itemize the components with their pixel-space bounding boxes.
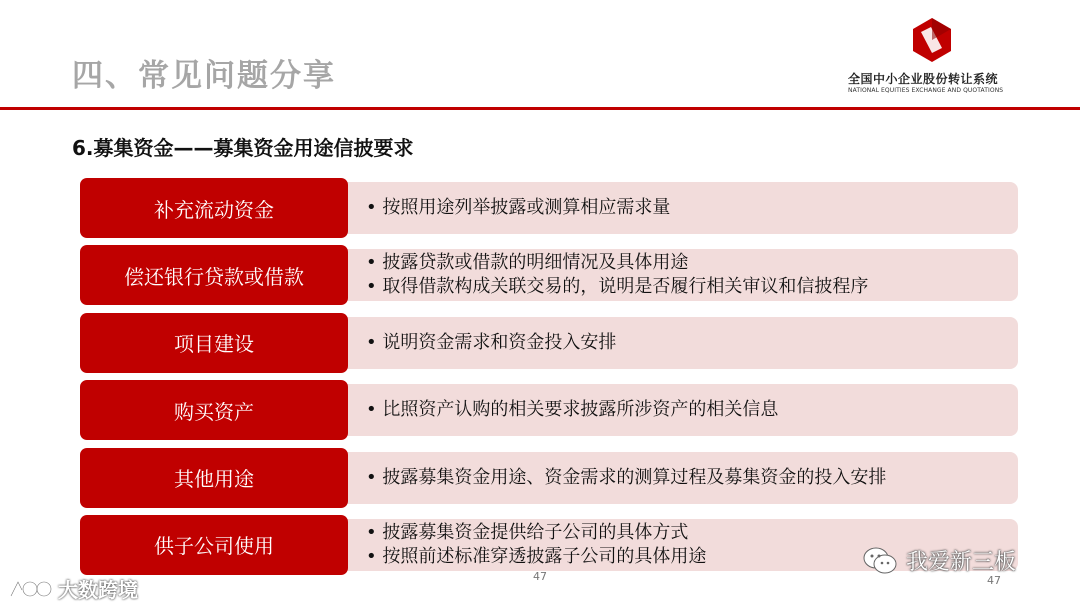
wechat-icon: [862, 546, 898, 576]
watermark-left: [8, 574, 138, 603]
slide-title: 四、常见问题分享: [72, 58, 336, 94]
header-divider: [0, 107, 1080, 110]
usage-row: [80, 313, 1018, 373]
usage-description: [330, 452, 1018, 504]
logo-name-cn: 全国中小企业股份转让系统: [848, 72, 999, 86]
section-subtitle: 6.募集资金——募集资金用途信披要求: [72, 136, 414, 160]
watermark-right: [862, 545, 1016, 576]
page-number: 47: [533, 570, 547, 583]
usage-row: [80, 380, 1018, 440]
usage-label: 偿还银行贷款或借款: [80, 245, 348, 305]
usage-label: 其他用途: [80, 448, 348, 508]
usage-description: [330, 384, 1018, 436]
usage-label: 项目建设: [80, 313, 348, 373]
usage-label: 供子公司使用: [80, 515, 348, 575]
usage-row: [80, 448, 1018, 508]
description-bullet: • 比照资产认购的相关要求披露所涉资产的相关信息: [366, 398, 1018, 422]
usage-row: [80, 178, 1018, 238]
usage-label: 补充流动资金: [80, 178, 348, 238]
usage-row: [80, 245, 1018, 305]
description-bullet: • 取得借款构成关联交易的，说明是否履行相关审议和信披程序: [366, 275, 1018, 299]
watermark-left-text: 大数跨境: [58, 578, 138, 602]
description-bullet: • 说明资金需求和资金投入安排: [366, 331, 1018, 355]
usage-requirements-list: [80, 178, 1018, 582]
usage-label: 购买资产: [80, 380, 348, 440]
description-bullet: • 按照前述标准穿透披露子公司的具体用途: [366, 545, 1018, 569]
dashu-kuajing-logo-icon: [8, 576, 52, 602]
usage-description: [330, 182, 1018, 234]
logo-name-en: NATIONAL EQUITIES EXCHANGE AND QUOTATIONS: [848, 87, 1004, 94]
usage-description: [330, 317, 1018, 369]
page-number-right: 47: [987, 574, 1001, 587]
neeq-logo: [848, 18, 1023, 96]
description-bullet: • 披露贷款或借款的明细情况及具体用途: [366, 251, 1018, 275]
watermark-right-text: 我爱新三板: [906, 550, 1017, 575]
description-bullet: • 披露募集资金用途、资金需求的测算过程及募集资金的投入安排: [366, 466, 1018, 490]
description-bullet: • 披露募集资金提供给子公司的具体方式: [366, 521, 1018, 545]
neeq-logo-mark-icon: [911, 18, 953, 62]
usage-description: [330, 249, 1018, 301]
description-bullet: • 按照用途列举披露或测算相应需求量: [366, 196, 1018, 220]
